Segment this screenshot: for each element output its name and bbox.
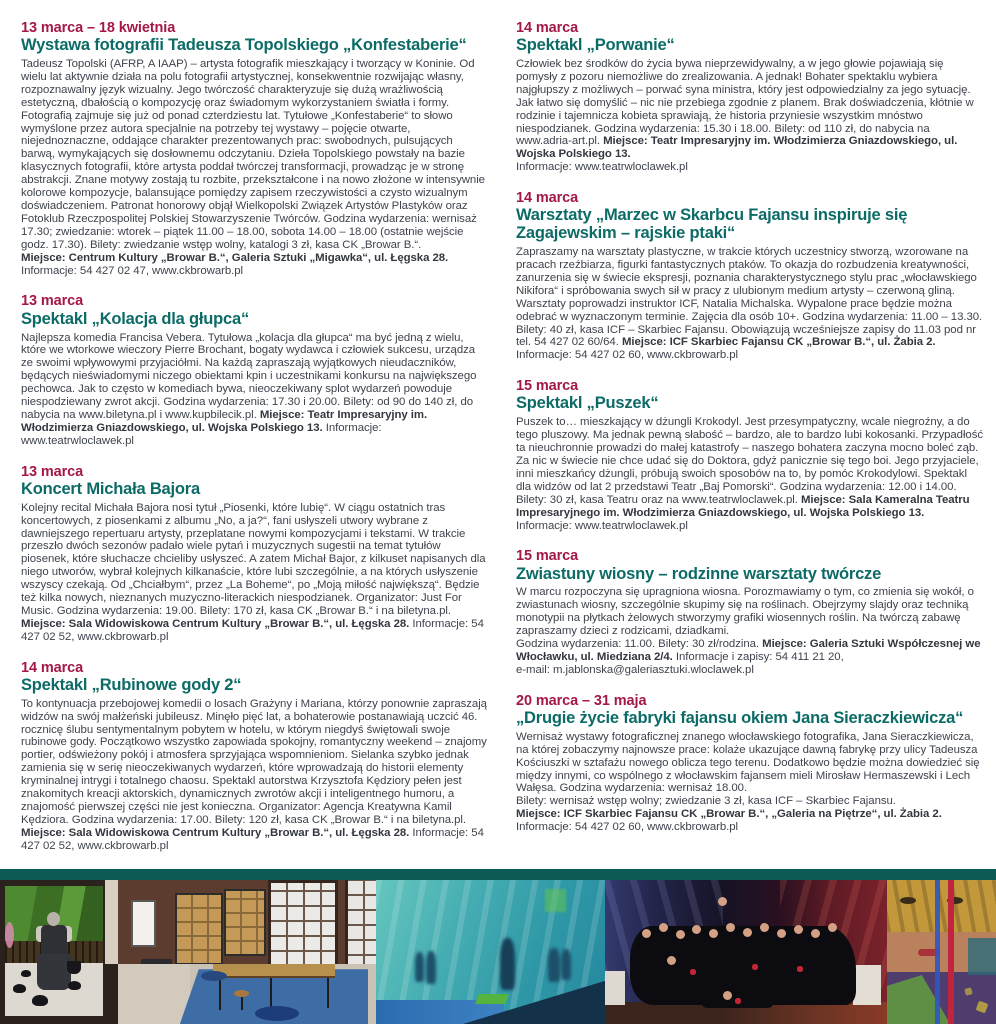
event-text: Informacje: 54 427 02 47, www.ckbrowarb.pl: [21, 264, 244, 277]
display-cabinet: [175, 893, 223, 965]
wooden-table: [213, 964, 334, 978]
event-description: [21, 58, 488, 277]
event-text: Informacje: 54 427 02 52, www.ckbrowarb.pl: [21, 826, 484, 852]
green-hand: [887, 975, 950, 1024]
events-column-left: [21, 20, 488, 868]
info-screen: [131, 900, 156, 947]
actor-head: [692, 925, 701, 934]
teal-abstract-painting-photo: [376, 880, 605, 1024]
events-column-right: [516, 20, 983, 868]
divider-bar: [0, 869, 996, 880]
stool-leg: [241, 996, 243, 1010]
event-text: W marcu rozpoczyna się upragniona wiosna. Porozmawiamy o tym, co zmienia się wokół, o zwiastunach wiosny, szczególnie skupimy się na roślinach. Obejrzymy slajdy oraz techniką monotypii na płytkach żelowych stworzymy grafiki wiosennych roślin. Na twórczą zabawę zapraszamy dzieci z rodzicami, dziadkami.: [516, 586, 974, 638]
venue-info: Miejsce: Sala Widowiskowa Centrum Kultury „Browar B.“, ul. Łęgska 28.: [21, 826, 413, 839]
event-item: [516, 378, 983, 532]
event-description: [21, 332, 488, 448]
venue-info: Miejsce: Centrum Kultury „Browar B.“, Galeria Sztuki „Migawka“, ul. Łęgska 28.: [21, 251, 449, 264]
faience-museum-interior-photo: [118, 880, 376, 1024]
event-date: 13 marca: [21, 293, 84, 310]
white-cube: [853, 965, 881, 1005]
event-description: [516, 731, 983, 834]
figure-silhouette: [426, 951, 436, 984]
event-text: Informacje: 54 427 02 52, www.ckbrowarb.pl: [21, 617, 484, 643]
event-text: To kontynuacja przebojowej komedii o losach Grażyny i Mariana, którzy ponownie zapraszają widzów na swój małżeński jubileusz. Minęło pięć lat, a bohaterowie postanawiają uczcić 46. rocznicę ślubu sentymentalnym pobytem w hotelu, w którym niegdyś świętowali swoje rubinowe gody. Początkowo wszystko zapowiada spokojny, romantyczny weekend – znajomy portier, odświeżony pokój i atmosfera sprzyjająca wspomnieniom. Sielanka szybko jednak zamienia się w serię nieoczekiwanych wydarzeń, które wprowadzają do historii elementy kryminalnej intrygi i totalnego chaosu. Spektakl autorstwa Krzysztofa Kędziory pełen jest znakomitych kreacji aktorskich, dynamicznych zwrotów akcji i inteligentnego humoru, a znajomość pierwszej części nie jest konieczna. Organizator: Agencja Kreatywna Kamil Kędziora. Godzina wydarzenia: 17.00. Bilety: 120 zł, kasa CK „Browar B.“ i na biletyna.pl.: [21, 697, 487, 826]
event-text: Informacje: www.teatrwloclawek.pl: [516, 161, 688, 174]
colorful-portrait-painting-photo: [887, 880, 996, 1024]
floor-logo: [201, 971, 227, 981]
event-text: Zapraszamy na warsztaty plastyczne, w trakcie których uczestnicy stworzą, wzorowane na pracach rzeźbiarza, figurki fantastycznych ptaków. To okazja do rozbudzenia kreatywności, zanurzenia się w świecie ekspresji, poznania charakterystycznego stylu prac „włocławskiego Nikifora“ i spróbowania swych sił w pracy z ulubionym medium artysty – czerwoną gliną. Warsztaty poprowadzi instruktor ICF, Natalia Michalska. Wypalone prace będzie można odebrać w wyznaczonym terminie. Zajęcia dla osób 10+. Godzina wydarzenia: 11.00 – 13.30. Bilety: 40 zł, kasa ICF – Skarbiec Fajansu. Obowiązują wcześniejsze zapisy do 11.03 pod nr tel. 54 427 02 60/64.: [516, 246, 983, 349]
venue-info: Miejsce: Teatr Impresaryjny im. Włodzimierza Gniazdowskiego, ul. Wojska Polskiego 13.: [21, 408, 428, 434]
event-title: Koncert Michała Bajora: [21, 479, 200, 498]
venue-info: Miejsce: Sala Widowiskowa Centrum Kultury „Browar B.“, ul. Łęgska 28.: [21, 617, 413, 630]
painting-canvas: [5, 886, 103, 1016]
green-accent: [545, 889, 566, 912]
actor-head: [743, 928, 752, 937]
event-date: 15 marca: [516, 548, 579, 565]
venue-info: Miejsce: Teatr Impresaryjny im. Włodzimierza Gniazdowskiego, ul. Wojska Polskiego 13.: [516, 135, 958, 161]
event-title: Zwiastuny wiosny – rodzinne warsztaty twórcze: [516, 564, 882, 583]
display-cabinet: [224, 889, 267, 956]
chicken: [13, 984, 26, 993]
event-description: [21, 502, 488, 644]
event-date: 13 marca – 18 kwietnia: [21, 20, 176, 36]
actor-head: [828, 923, 837, 932]
event-item: [21, 293, 488, 447]
red-scarf: [797, 966, 803, 972]
event-text: Najlepsza komedia Francisa Vebera. Tytułowa „kolacja dla głupca“ ma być jedną z wielu, które we wtorkowe wieczory Pierre Brochant, bogaty wydawca i człowiek sukcesu, urządza ze swoimi wpływowymi przyjaciółmi. Na każdą zapraszają wyjątkowych nieudaczników, będących nieświadomymi niczego obiektami kpin i uczestnikami konkursu na największego pechowca. Jak to często w komediach bywa, nieoczekiwany splot wydarzeń powoduje niespodziewany zwrot akcji. Godzina wydarzenia: 17.30 i 20.00. Bilety: od 90 do 140 zł, do nabycia na www.biletyna.pl i www.kupbilecik.pl.: [21, 331, 477, 421]
event-item: [516, 20, 983, 174]
stool: [234, 990, 249, 997]
event-text: e-mail: m.jablonska@galeriasztuki.wloclawek.pl: [516, 663, 754, 676]
venue-info: Miejsce: ICF Skarbiec Fajansu CK „Browar B.“, „Galeria na Piętrze“, ul. Żabia 2.: [516, 808, 942, 821]
event-text: Bilety: wernisaż wstęp wolny; zwiedzanie 3 zł, kasa ICF – Skarbiec Fajansu.: [516, 795, 896, 808]
event-text: Człowiek bez środków do życia bywa nieprzewidywalny, a w jego głowie pojawiają się pomysły z pozoru niemożliwe do zrealizowania. A jednak! Bohater spektaklu wybiera najgłupszy z możliwych – porwać syna ministra, który jest odpowiedzialny za jego sytuację. Jak łatwo się domyślić – nic nie przebiega zgodnie z planem. Brak doświadczenia, kłótnie w rodzinie i tajemnicza kobieta sprawiają, że historia przyniesie wszystkim mnóstwo niespodzianek. Godzina wydarzenia: 15.30 i 18.00. Bilety: od 110 zł, do nabycia na www.adria-art.pl.: [516, 58, 974, 148]
actor-head: [723, 991, 732, 1000]
event-text: Informacje: www.teatrwloclawek.pl: [21, 421, 382, 447]
theatre-group-photo: [605, 880, 887, 1024]
venue-info: Miejsce: ICF Skarbiec Fajansu CK „Browar B.“, ul. Żabia 2.: [621, 336, 936, 349]
table-leg: [327, 974, 329, 1008]
chicken: [68, 981, 81, 990]
event-text: Kolejny recital Michała Bajora nosi tytuł „Piosenki, które lubię“. W ciągu ostatnich tras koncertowych, z piosenkami z albumu „No, a ja?“, fani usłyszeli utwory wybrane z dawniejszego repertuaru artysty, przeplatane nowymi kompozycjami i tekstami. W trakcie przeszło dwóch sezonów padało wiele pytań i muzycznych sugestii na temat tytułów piosenek, które słuchacze chcieliby usłyszeć. A zatem Michał Bajor, z kilkuset napisanych dla niego utworów, wybrał kolejnych kilkanaście, które lubi szczególnie, a na których usłyszenie wszyscy czekają. Od „Chciałbym“, przez „La Boheme“, po „Moją miłość największą“. Będzie też kilka nowych, nieznanych muzyczno-literackich niespodzianek. Organizator: Just For Music. Godzina wydarzenia: 19.00. Bilety: 170 zł, kasa CK „Browar B.“ i na biletyna.pl.: [21, 501, 486, 617]
figure-silhouette: [561, 949, 571, 980]
event-item: [21, 20, 488, 277]
event-description: [21, 698, 488, 853]
event-item: [516, 548, 983, 676]
red-scarf: [752, 964, 758, 970]
actor-head: [777, 929, 786, 938]
event-item: [516, 693, 983, 834]
event-item: [21, 660, 488, 853]
woman-head: [47, 912, 60, 926]
event-title: Spektakl „Rubinowe gody 2“: [21, 675, 242, 694]
event-item: [21, 464, 488, 644]
event-date: 20 marca – 31 maja: [516, 692, 647, 709]
floor-logo: [255, 1006, 299, 1021]
event-date: 15 marca: [516, 378, 579, 395]
teal-patch: [968, 938, 996, 975]
yellow-motif: [976, 1001, 989, 1014]
event-text: Informacje: 54 427 02 60, www.ckbrowarb.pl: [516, 821, 739, 834]
event-description: [516, 416, 983, 532]
wall-background: [105, 880, 118, 964]
actor-head: [676, 930, 685, 939]
event-title: Spektakl „Puszek“: [516, 394, 659, 413]
event-description: [516, 586, 983, 676]
event-title: Spektakl „Porwanie“: [516, 36, 675, 55]
paint-smudges: [887, 880, 996, 932]
event-title: Wystawa fotografii Tadeusza Topolskiego „Konfestaberie“: [21, 36, 467, 55]
white-cube: [605, 971, 625, 1006]
actor-head: [794, 925, 803, 934]
window: [268, 880, 339, 968]
window: [345, 880, 376, 969]
painting-woman-with-chickens-photo: [0, 880, 118, 1024]
figure-silhouette: [548, 948, 560, 982]
event-date: 13 marca: [21, 463, 84, 480]
table-leg: [219, 976, 221, 1010]
event-text: Informacje i zapisy: 54 411 21 20,: [675, 651, 844, 663]
event-title: Warsztaty „Marzec w Skarbcu Fajansu inspiruje się Zagajewskim – rajskie ptaki“: [516, 206, 908, 243]
event-text: Godzina wydarzenia: 11.00. Bilety: 30 zł/rodzina.: [516, 638, 763, 651]
actor-head: [659, 923, 668, 932]
yellow-motif: [964, 987, 973, 996]
event-date: 14 marca: [21, 659, 84, 676]
venue-info: Miejsce: Sala Kameralna Teatru Impresaryjnego im. Włodzimierza Gniazdowskiego, ul. Wojska Polskiego 13.: [516, 493, 970, 519]
figure-silhouette: [500, 938, 515, 990]
ensemble-group: [630, 926, 856, 1005]
venue-info: Miejsce: Galeria Sztuki Współczesnej we Włocławku, ul. Miedziana 2/4.: [516, 638, 981, 663]
actor-head: [811, 929, 820, 938]
event-text: Tadeusz Topolski (AFRP, A IAAP) – artysta fotografik mieszkający i tworzący w Koninie. Od wielu lat aktywnie działa na polu fotografii artystycznej, konsekwentnie rozwijając własny, rozpoznawalny język wizualny. Jego twórczość charakteryzuje się dużą wrażliwością estetyczną, dbałością o kompozycję oraz świadomym wykorzystaniem światła i formy. Fotografią zajmuje się już od ponad czterdziestu lat. Tytułowe „Konfestaberie“ to słowo wymyślone przez autora specjalnie na potrzeby tej wystawy – pojęcie otwarte, niejednoznaczne, oddające charakter prezentowanych prac: swobodnych, pulsujących barwą, wymykających się dosłownemu odczytaniu. Dzieła Topolskiego powstały na bazie klasycznych fotografii, które artysta poddał twórczej transformacji, prowadząc je w stronę abstrakcji. Znane motywy zostają tu rozbite, przekształcone i na nowo złożone w intensywnie kolorowe kompozycje, balansujące pomiędzy zapisem rzeczywistości a czysto wizualnym doświadczeniem. Patronat honorowy objął Wielkopolski Związek Artystów Plastyków oraz Fotoklub Rzeczpospolitej Polskiej Stowarzyszenie Twórców. Godzina wydarzenia: wernisaż 17.30; zwiedzanie: wtorek – piątek 11.00 – 18.00, sobota 14.00 – 18.00 (ostatnie wejście godz. 17.30). Bilety: zwiedzanie wstęp wolny, katalogi 3 zł, kasa CK „Browar B.“.: [21, 58, 485, 251]
red-scarf: [735, 998, 741, 1004]
photo-strip: [0, 880, 996, 1024]
red-stripe: [948, 880, 954, 1024]
event-date: 14 marca: [516, 20, 579, 36]
event-text: Informacje: 54 427 02 60, www.ckbrowarb.pl: [516, 349, 739, 362]
event-description: [516, 246, 983, 362]
event-text: Puszek to… mieszkający w dżungli Krokodyl. Jest przesympatyczny, wcale niegroźny, a do tego pluszowy. Ma jednak pewną słabość – bardzo, ale to bardzo lubi kokosanki. Przypadłość ta nieuchronnie prowadzi do małej katastrofy – naszego bohatera zaczyna mocno boleć ząb. Za nic w świecie nie chce udać się do Doktora, gdyż panicznie się tego boi. Jego przyjaciele, inni mieszkańcy dżungli, próbują swoich sposobów na to, by pomóc Krokodylowi. Spektakl dla widzów od lat 2 przedstawi Teatr „Baj Pomorski“. Godzina wydarzenia: 12.00 i 14.00. Bilety: 30 zł, kasa Teatru oraz na www.teatrwloclawek.pl.: [516, 416, 983, 506]
event-title: „Drugie życie fabryki fajansu okiem Jana Sieraczkiewicza“: [516, 709, 964, 728]
actor-head: [642, 929, 651, 938]
woman-skirt: [37, 954, 71, 990]
event-text: Wernisaż wystawy fotograficznej znanego włocławskiego fotografika, Jana Sieraczkiewicza, na której zobaczymy najnowsze prace: kolaże ukazujące dawną fabrykę przy ulicy Tadeusza Kościuszki w sztafażu nowego oblicza tego terenu. Dodatkowo będzie można dowiedzieć się między innymi, co wspólnego z włocławskim fajansem mieli Mirosław Hermaszewski i Lech Wałęsa. Godzina wydarzenia: wernisaż 18.00.: [516, 730, 980, 795]
figure-silhouette: [415, 952, 424, 982]
green-accent: [475, 994, 508, 1004]
event-description: [516, 58, 983, 174]
events-listing: [21, 20, 983, 868]
chicken: [32, 995, 48, 1006]
pot: [67, 961, 81, 974]
event-date: 14 marca: [516, 190, 579, 207]
blue-stripe: [935, 880, 940, 1024]
event-item: [516, 190, 983, 362]
event-text: Informacje: www.teatrwloclawek.pl: [516, 519, 688, 532]
red-scarf: [690, 969, 696, 975]
event-title: Spektakl „Kolacja dla głupca“: [21, 309, 250, 328]
chicken: [21, 970, 31, 977]
actor-head: [718, 897, 727, 906]
